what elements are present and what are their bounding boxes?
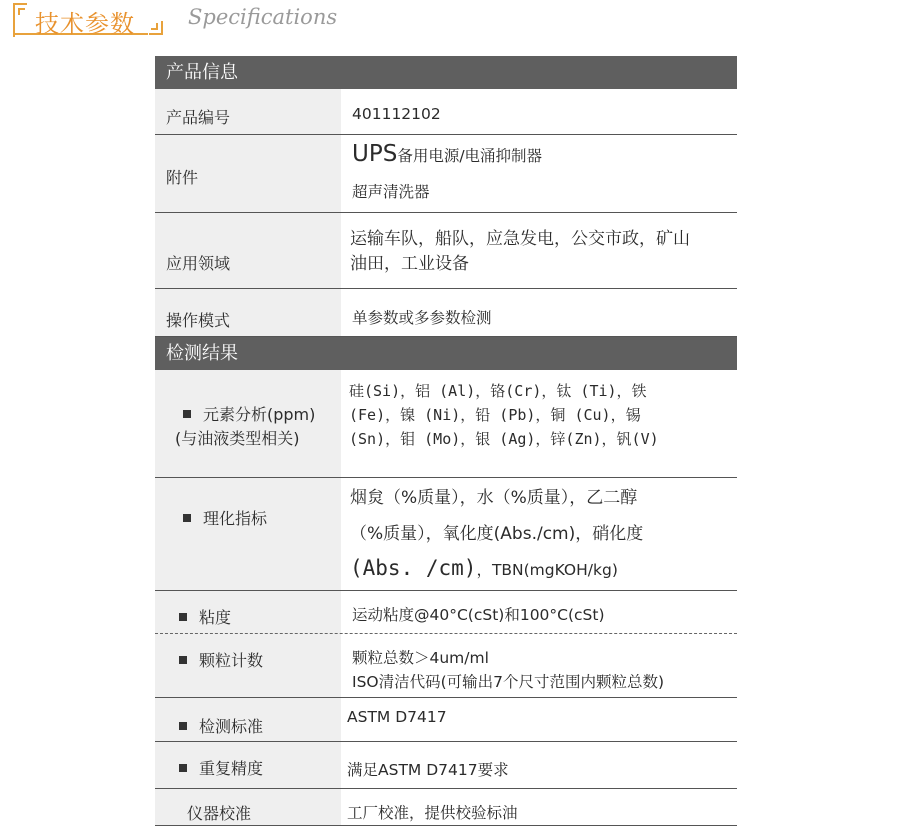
frame-corner-icon xyxy=(149,21,163,35)
table-row xyxy=(155,742,737,789)
square-bullet-icon xyxy=(179,656,187,664)
accessory-label: 附件 xyxy=(166,168,199,187)
application-line-1: 运输车队，船队，应急发电，公交市政，矿山 xyxy=(350,229,690,249)
square-bullet-icon xyxy=(183,410,191,418)
application-line-2: 油田，工业设备 xyxy=(350,254,469,274)
elemental-label: 元素分析(ppm) xyxy=(183,402,315,425)
page-header xyxy=(0,0,900,40)
precision-label: 重复精度 xyxy=(179,756,263,779)
mode-value: 单参数或多参数检测 xyxy=(352,309,492,327)
physchem-line-1: 烟炱（%质量），水（%质量），乙二醇 xyxy=(350,488,638,508)
elemental-line-2: (Fe)，镍 (Ni)，铅 (Pb)，铜 (Cu)，锡 xyxy=(349,406,641,424)
table-row xyxy=(155,289,737,337)
section-header-product-info: 产品信息 xyxy=(155,56,737,89)
physchem-line-3 xyxy=(350,556,618,580)
table-row xyxy=(155,89,737,135)
particle-label: 颗粒计数 xyxy=(179,648,263,671)
calibration-label: 仪器校准 xyxy=(187,804,252,823)
table-row xyxy=(155,370,737,478)
physchem-label: 理化指标 xyxy=(183,506,267,529)
accessory-line-2: 超声清洗器 xyxy=(352,183,430,201)
calibration-value: 工厂校准，提供校验标油 xyxy=(347,804,518,822)
precision-value: 满足ASTM D7417要求 xyxy=(347,761,509,779)
table-row xyxy=(155,135,737,213)
elemental-line-3: (Sn)，钼 (Mo)，银 (Ag)，锌(Zn)，钒(V) xyxy=(349,430,659,448)
product-code-label: 产品编号 xyxy=(166,108,231,127)
elemental-label-note: (与油液类型相关) xyxy=(175,429,300,448)
table-row xyxy=(155,478,737,591)
table-row xyxy=(155,591,737,634)
section-header-test-results: 检测结果 xyxy=(155,337,737,370)
accessory-line-1-text: 备用电源/电涌抑制器 xyxy=(397,147,543,165)
page-subtitle: Specifications xyxy=(188,5,338,29)
product-code-value: 401112102 xyxy=(352,105,441,123)
standard-value: ASTM D7417 xyxy=(347,708,447,726)
page-title: 技术参数 xyxy=(35,10,135,38)
square-bullet-icon xyxy=(179,764,187,772)
particle-line-2: ISO清洁代码(可输出7个尺寸范围内颗粒总数) xyxy=(352,673,665,691)
viscosity-label: 粘度 xyxy=(179,605,231,628)
square-bullet-icon xyxy=(183,514,191,522)
spec-table xyxy=(155,56,737,826)
physchem-line-3-text: ，TBN(mgKOH/kg) xyxy=(476,561,618,579)
table-row xyxy=(155,789,737,826)
table-row xyxy=(155,698,737,742)
accessory-line-1 xyxy=(352,141,542,167)
frame-corner-icon xyxy=(13,3,27,17)
square-bullet-icon xyxy=(179,722,187,730)
square-bullet-icon xyxy=(179,613,187,621)
physchem-unit: (Abs. /cm) xyxy=(350,556,477,580)
mode-label: 操作模式 xyxy=(166,311,231,330)
table-row xyxy=(155,213,737,289)
accessory-ups: UPS xyxy=(352,141,398,167)
title-frame xyxy=(13,3,163,38)
standard-label: 检测标准 xyxy=(179,714,263,737)
particle-line-1: 颗粒总数＞4um/ml xyxy=(352,649,489,667)
viscosity-value: 运动粘度@40°C(cSt)和100°C(cSt) xyxy=(352,606,605,624)
application-label: 应用领域 xyxy=(166,254,231,273)
physchem-line-2: （%质量），氧化度(Abs./cm)，硝化度 xyxy=(350,524,644,544)
table-row xyxy=(155,634,737,698)
elemental-line-1: 硅(Si)，铝 (Al)，铬(Cr)，钛 (Ti)，铁 xyxy=(349,382,647,400)
